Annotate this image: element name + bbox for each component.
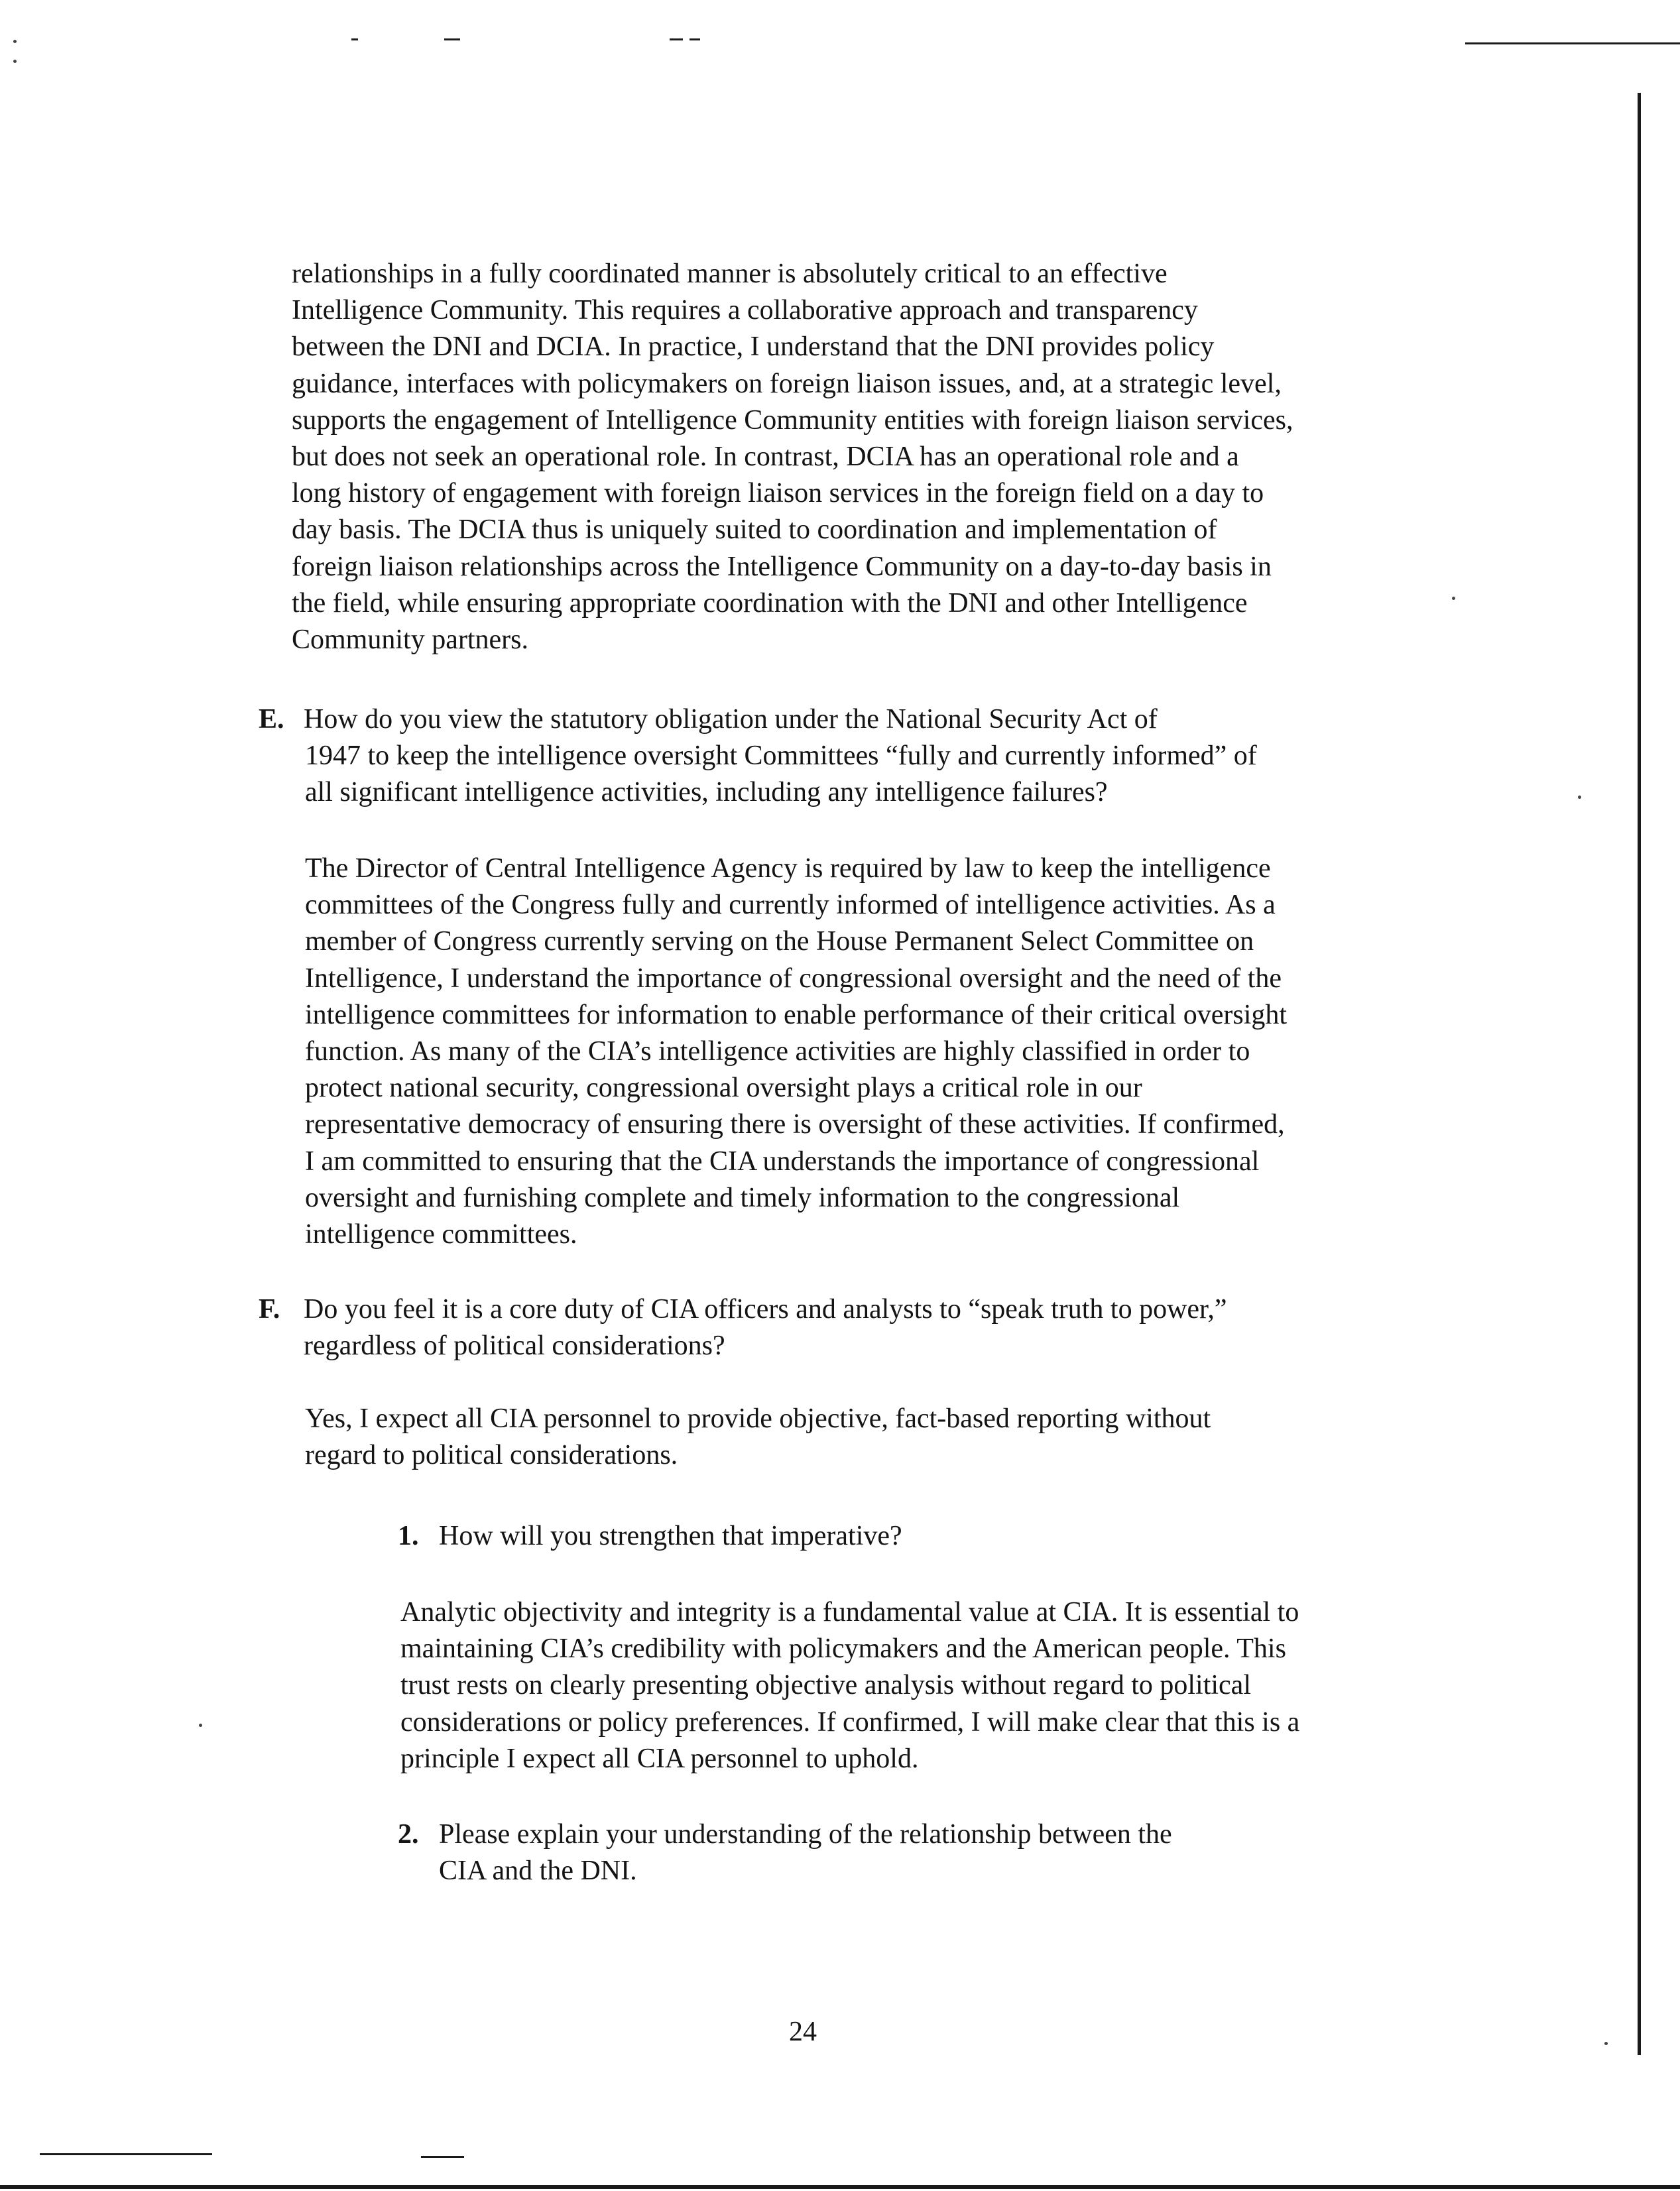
text-line: oversight and furnishing complete and timely information to the congressional xyxy=(305,1182,1180,1213)
sub-question-1-answer xyxy=(400,1594,1299,1777)
text-line: Intelligence, I understand the importance of congressional oversight and the need of the xyxy=(305,963,1282,994)
text-line: Analytic objectivity and integrity is a fundamental value at CIA. It is essential to xyxy=(400,1597,1299,1628)
text-line: Do you feel it is a core duty of CIA officers and analysts to “speak truth to power,” xyxy=(304,1294,1227,1325)
sub-question-2-label: 2. xyxy=(398,1819,419,1850)
question-f-text xyxy=(304,1291,1227,1364)
text-line: Please explain your understanding of the relationship between the xyxy=(439,1819,1172,1850)
text-line: but does not seek an operational role. In contrast, DCIA has an operational role and a xyxy=(292,442,1239,473)
bottom-rule xyxy=(0,2185,1680,2189)
text-line: member of Congress currently serving on the House Permanent Select Committee on xyxy=(305,926,1254,957)
scan-speck xyxy=(13,60,17,63)
text-line: Community partners. xyxy=(292,624,528,656)
text-line: principle I expect all CIA personnel to uphold. xyxy=(400,1743,919,1774)
text-line: regard to political considerations. xyxy=(305,1440,678,1471)
text-line: guidance, interfaces with policymakers on foreign liaison issues, and, at a strategic level, xyxy=(292,368,1282,399)
scan-speck xyxy=(1604,2042,1608,2045)
text-line: I am committed to ensuring that the CIA understands the importance of congressional xyxy=(305,1146,1260,1177)
text-line: protect national security, congressional oversight plays a critical role in our xyxy=(305,1073,1142,1104)
question-f-answer xyxy=(305,1401,1211,1474)
text-line: relationships in a fully coordinated manner is absolutely critical to an effective xyxy=(292,259,1168,289)
text-line: Yes, I expect all CIA personnel to provide objective, fact-based reporting without xyxy=(305,1403,1211,1434)
top-dash-1 xyxy=(670,38,683,40)
text-line: regardless of political considerations? xyxy=(304,1331,725,1362)
text-line: committees of the Congress fully and currently informed of intelligence activities. As a xyxy=(305,890,1276,921)
top-dash-3 xyxy=(351,38,358,40)
question-f-label: F. xyxy=(259,1294,280,1325)
text-line: intelligence committees for information to enable performance of their critical oversight xyxy=(305,999,1288,1030)
continuation-paragraph xyxy=(292,256,1293,658)
question-e-text-cont xyxy=(305,738,1257,811)
text-line: function. As many of the CIA’s intelligence activities are highly classified in order to xyxy=(305,1036,1250,1067)
bottom-left-rule xyxy=(40,2153,212,2155)
question-e-label: E. xyxy=(259,704,284,735)
text-line: long history of engagement with foreign liaison services in the foreign field on a day to xyxy=(292,478,1264,509)
text-line: between the DNI and DCIA. In practice, I understand that the DNI provides policy xyxy=(292,331,1215,363)
sub-question-1-text xyxy=(439,1518,902,1555)
text-line: The Director of Central Intelligence Agency is required by law to keep the intelligence xyxy=(305,853,1271,884)
text-line: the field, while ensuring appropriate coordination with the DNI and other Intelligence xyxy=(292,587,1248,619)
top-dash-4 xyxy=(444,38,460,40)
text-line: maintaining CIA’s credibility with policymakers and the American people. This xyxy=(400,1633,1286,1665)
text-line: all significant intelligence activities, including any intelligence failures? xyxy=(305,777,1108,808)
text-line: day basis. The DCIA thus is uniquely suited to coordination and implementation of xyxy=(292,514,1217,546)
page-number: 24 xyxy=(789,2017,817,2047)
text-line: Intelligence Community. This requires a collaborative approach and transparency xyxy=(292,295,1198,326)
text-line: CIA and the DNI. xyxy=(439,1856,637,1887)
text-line: How do you view the statutory obligation under the National Security Act of xyxy=(304,704,1158,735)
bottom-center-rule xyxy=(421,2156,464,2158)
scan-speck xyxy=(1578,796,1581,799)
sub-question-2-text xyxy=(439,1816,1172,1889)
text-line: How will you strengthen that imperative? xyxy=(439,1521,902,1551)
top-dash-2 xyxy=(690,38,700,40)
text-line: 1947 to keep the intelligence oversight Committees “fully and currently informed” of xyxy=(305,740,1257,771)
text-line: intelligence committees. xyxy=(305,1219,577,1250)
text-line: trust rests on clearly presenting objective analysis without regard to political xyxy=(400,1670,1251,1701)
scan-speck xyxy=(13,40,17,43)
scan-speck xyxy=(199,1724,202,1727)
question-e-text xyxy=(304,701,1158,738)
text-line: foreign liaison relationships across the Intelligence Community on a day-to-day basis in xyxy=(292,551,1272,582)
scan-speck xyxy=(1452,597,1455,600)
text-line: considerations or policy preferences. If confirmed, I will make clear that this is a xyxy=(400,1706,1300,1738)
sub-question-1-label: 1. xyxy=(398,1521,419,1551)
right-edge-rule xyxy=(1638,93,1641,2055)
top-right-rule xyxy=(1465,42,1680,44)
question-e-answer xyxy=(305,851,1287,1253)
text-line: representative democracy of ensuring there is oversight of these activities. If confirmed, xyxy=(305,1109,1285,1140)
text-line: supports the engagement of Intelligence Community entities with foreign liaison services, xyxy=(292,404,1293,436)
